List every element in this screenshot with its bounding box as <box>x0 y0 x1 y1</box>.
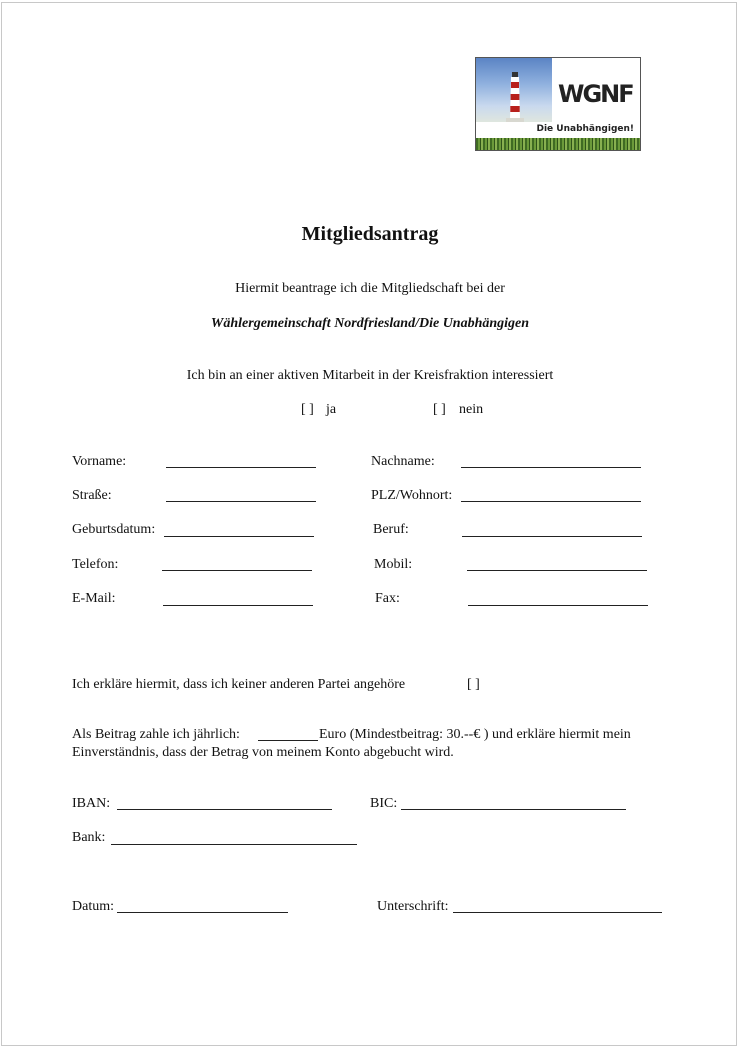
unterschrift-label: Unterschrift: <box>377 899 449 914</box>
unterschrift-field[interactable] <box>453 912 662 913</box>
nachname-field[interactable] <box>461 467 641 468</box>
beruf-label: Beruf: <box>373 522 409 537</box>
vorname-field[interactable] <box>166 467 316 468</box>
mobil-label: Mobil: <box>374 557 413 572</box>
bic-field[interactable] <box>401 809 626 810</box>
beruf-field[interactable] <box>462 536 642 537</box>
strasse-field[interactable] <box>166 501 316 502</box>
lighthouse-icon <box>506 70 524 124</box>
fax-label: Fax: <box>375 591 400 606</box>
contribution-text-start: Als Beitrag zahle ich jährlich: <box>72 727 240 742</box>
logo-grass <box>476 138 640 150</box>
geburtsdatum-field[interactable] <box>164 536 314 537</box>
bic-label: BIC: <box>370 796 398 811</box>
plz-label: PLZ/Wohnort: <box>371 488 453 503</box>
nachname-label: Nachname: <box>371 454 435 469</box>
iban-field[interactable] <box>117 809 332 810</box>
telefon-label: Telefon: <box>72 557 119 572</box>
organization-name: Wählergemeinschaft Nordfriesland/Die Unabhängigen <box>210 316 530 331</box>
yes-checkbox[interactable]: [ ] <box>301 402 314 417</box>
yes-label: ja <box>326 402 337 417</box>
contribution-amount-field[interactable] <box>258 740 318 741</box>
intro-text: Hiermit beantrage ich die Mitgliedschaft bei der <box>235 281 505 296</box>
declaration-checkbox[interactable]: [ ] <box>467 677 480 692</box>
vorname-label: Vorname: <box>72 454 127 469</box>
bank-label: Bank: <box>72 830 106 845</box>
logo-slogan: Die Unabhängigen! <box>536 124 634 134</box>
mobil-field[interactable] <box>467 570 647 571</box>
wgnf-logo <box>475 57 641 151</box>
geburtsdatum-label: Geburtsdatum: <box>72 522 156 537</box>
plz-field[interactable] <box>461 501 641 502</box>
strasse-label: Straße: <box>72 488 112 503</box>
fax-field[interactable] <box>468 605 648 606</box>
logo-mark: WGNF <box>558 80 633 108</box>
no-label: nein <box>459 402 484 417</box>
contribution-text-line2: Einverständnis, dass der Betrag von meinem Konto abgebucht wird. <box>72 745 454 760</box>
declaration-text: Ich erkläre hiermit, dass ich keiner anderen Partei angehöre <box>72 677 406 692</box>
telefon-field[interactable] <box>162 570 312 571</box>
datum-field[interactable] <box>117 912 288 913</box>
interest-question: Ich bin an einer aktiven Mitarbeit in der Kreisfraktion interessiert <box>186 368 554 383</box>
email-label: E-Mail: <box>72 591 116 606</box>
iban-label: IBAN: <box>72 796 111 811</box>
contribution-text-end: Euro (Mindestbeitrag: 30.--€ ) und erkläre hiermit mein <box>319 727 631 742</box>
no-checkbox[interactable]: [ ] <box>433 402 446 417</box>
datum-label: Datum: <box>72 899 114 914</box>
bank-field[interactable] <box>111 844 357 845</box>
email-field[interactable] <box>163 605 313 606</box>
page-title: Mitgliedsantrag <box>301 223 439 245</box>
